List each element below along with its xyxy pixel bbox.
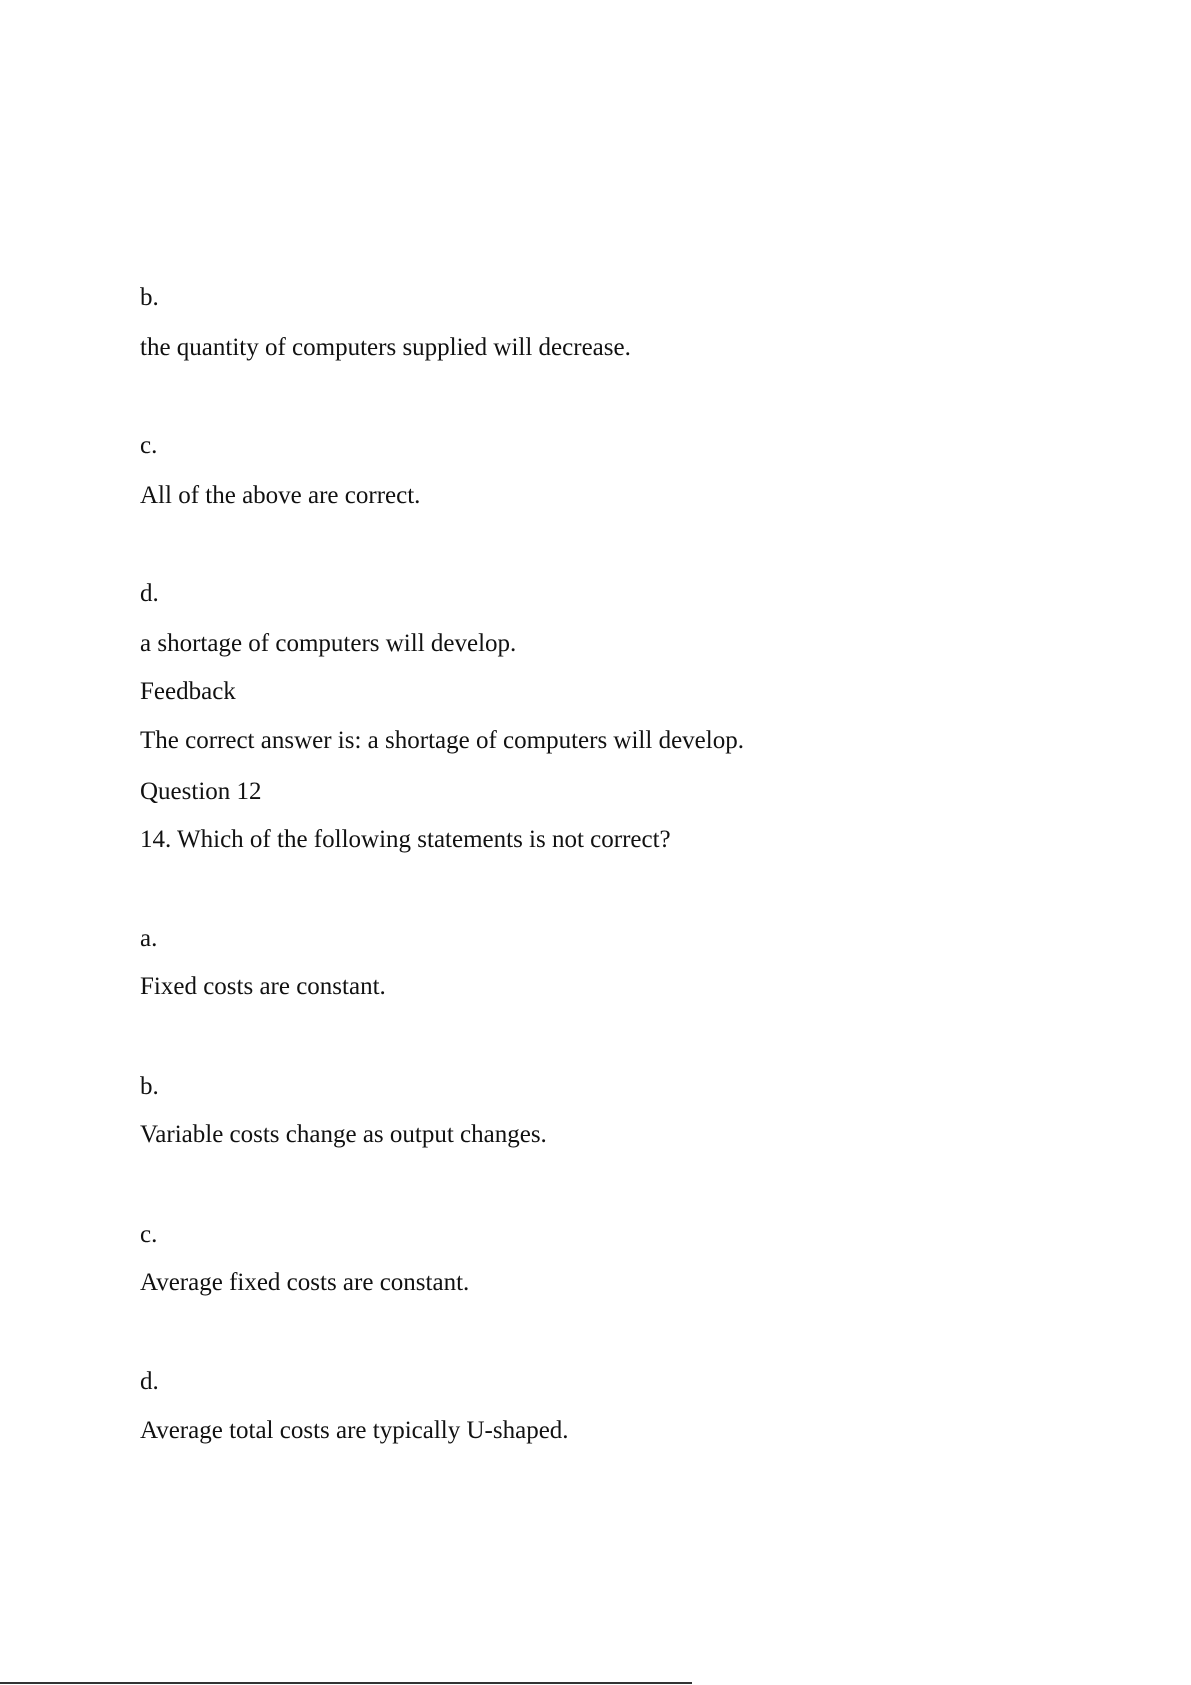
page-bottom-rule bbox=[0, 1682, 692, 1684]
q11-option-b-letter: b. bbox=[140, 284, 159, 311]
q12-header: Question 12 bbox=[140, 778, 262, 805]
q11-option-d-letter: d. bbox=[140, 580, 159, 607]
q12-option-a-text: Fixed costs are constant. bbox=[140, 973, 386, 1000]
q12-option-a-letter: a. bbox=[140, 925, 158, 952]
q11-feedback-label: Feedback bbox=[140, 678, 236, 705]
q11-feedback-text: The correct answer is: a shortage of computers will develop. bbox=[140, 727, 744, 754]
q12-option-b-text: Variable costs change as output changes. bbox=[140, 1121, 547, 1148]
q12-option-b-letter: b. bbox=[140, 1073, 159, 1100]
q12-option-c-letter: c. bbox=[140, 1221, 158, 1248]
q12-option-d-letter: d. bbox=[140, 1368, 159, 1395]
q11-option-c-letter: c. bbox=[140, 432, 158, 459]
q11-option-d-text: a shortage of computers will develop. bbox=[140, 630, 517, 657]
q12-prompt: 14. Which of the following statements is not correct? bbox=[140, 826, 671, 853]
q12-option-d-text: Average total costs are typically U-shaped. bbox=[140, 1417, 569, 1444]
q12-option-c-text: Average fixed costs are constant. bbox=[140, 1269, 470, 1296]
q11-option-c-text: All of the above are correct. bbox=[140, 482, 421, 509]
q11-option-b-text: the quantity of computers supplied will decrease. bbox=[140, 334, 631, 361]
